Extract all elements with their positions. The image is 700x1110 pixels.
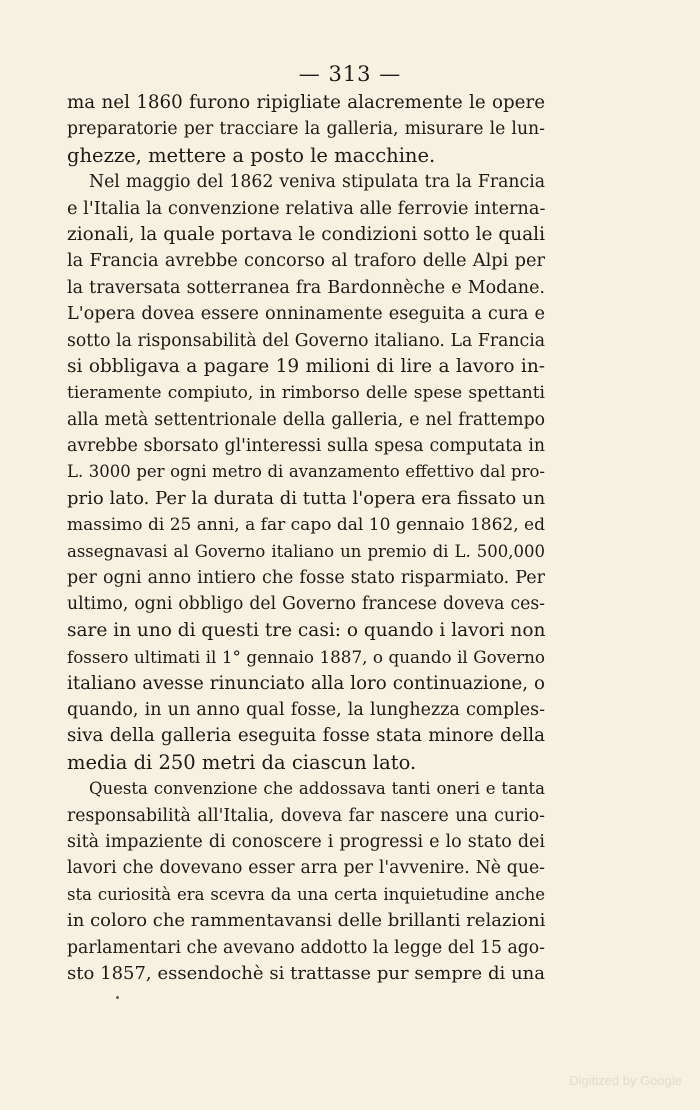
text-line: avrebbe sborsato gl'interessi sulla spesa computata in xyxy=(67,436,545,457)
ink-speck xyxy=(116,996,119,999)
body-text xyxy=(67,90,545,987)
text-line: sotto la risponsabilità del Governo italiano. La Francia xyxy=(67,330,545,351)
text-line: sare in uno di questi tre casi: o quando i lavori non xyxy=(67,619,546,641)
text-line: italiano avesse rinunciato alla loro continuazione, o xyxy=(67,672,545,694)
text-line: lavori che dovevano esser arra per l'avvenire. Nè que- xyxy=(67,858,545,879)
text-line: sità impaziente di conoscere i progressi e lo stato dei xyxy=(67,831,545,852)
text-line: prio lato. Per la durata di tutta l'opera era fissato un xyxy=(67,487,546,509)
text-line: siva della galleria eseguita fosse stata minore della xyxy=(67,725,545,747)
text-line: si obbligava a pagare 19 milioni di lire a lavoro in- xyxy=(67,355,545,377)
text-line: zionali, la quale portava le condizioni sotto le quali xyxy=(67,223,545,245)
text-line: in coloro che rammentavansi delle brillanti relazioni xyxy=(67,910,546,932)
text-line: tieramente compiuto, in rimborso delle spese spettanti xyxy=(67,383,545,404)
text-line: massimo di 25 anni, a far capo dal 10 gennaio 1862, ed xyxy=(67,515,545,536)
text-line: ma nel 1860 furono ripigliate alacremente le opere xyxy=(67,92,545,113)
text-line: quando, in un anno qual fosse, la lunghezza comples- xyxy=(67,699,545,720)
text-line: L. 3000 per ogni metro di avanzamento effettivo dal pro- xyxy=(67,462,545,482)
text-line: la traversata sotterranea fra Bardonnèche e Modane. xyxy=(67,277,545,298)
text-line: alla metà settentrionale della galleria, e nel frattempo xyxy=(67,409,545,430)
text-line: sta curiosità era scevra da una certa inquietudine anche xyxy=(67,884,545,904)
text-line: media di 250 metri da ciascun lato. xyxy=(67,750,417,774)
text-line: e l'Italia la convenzione relativa alle ferrovie interna- xyxy=(67,198,546,219)
text-line: sto 1857, essendochè si trattasse pur sempre di una xyxy=(67,962,545,984)
text-line: assegnavasi al Governo italiano un premio di L. 500,000 xyxy=(67,541,545,561)
text-line: parlamentari che avevano addotto la legge del 15 ago- xyxy=(67,937,545,958)
text-line: la Francia avrebbe concorso al traforo delle Alpi per xyxy=(67,251,545,272)
text-line: responsabilità all'Italia, doveva far nascere una curio- xyxy=(67,805,545,826)
digitization-watermark: Digitized by Google xyxy=(569,1073,682,1088)
page-number: — 313 — xyxy=(298,62,402,86)
text-line: per ogni anno intiero che fosse stato risparmiato. Per xyxy=(67,568,545,589)
text-line: ghezze, mettere a posto le macchine. xyxy=(67,143,436,167)
text-line: L'opera dovea essere onninamente eseguita a cura e xyxy=(67,304,545,325)
text-line: fossero ultimati il 1° gennaio 1887, o quando il Governo xyxy=(67,647,545,668)
text-line: ultimo, ogni obbligo del Governo francese doveva ces- xyxy=(67,594,545,615)
text-line: Nel maggio del 1862 veniva stipulata tra la Francia xyxy=(89,172,545,193)
text-line: Questa convenzione che addossava tanti oneri e tanta xyxy=(89,779,545,799)
text-line: preparatorie per tracciare la galleria, misurare le lun- xyxy=(67,119,545,140)
